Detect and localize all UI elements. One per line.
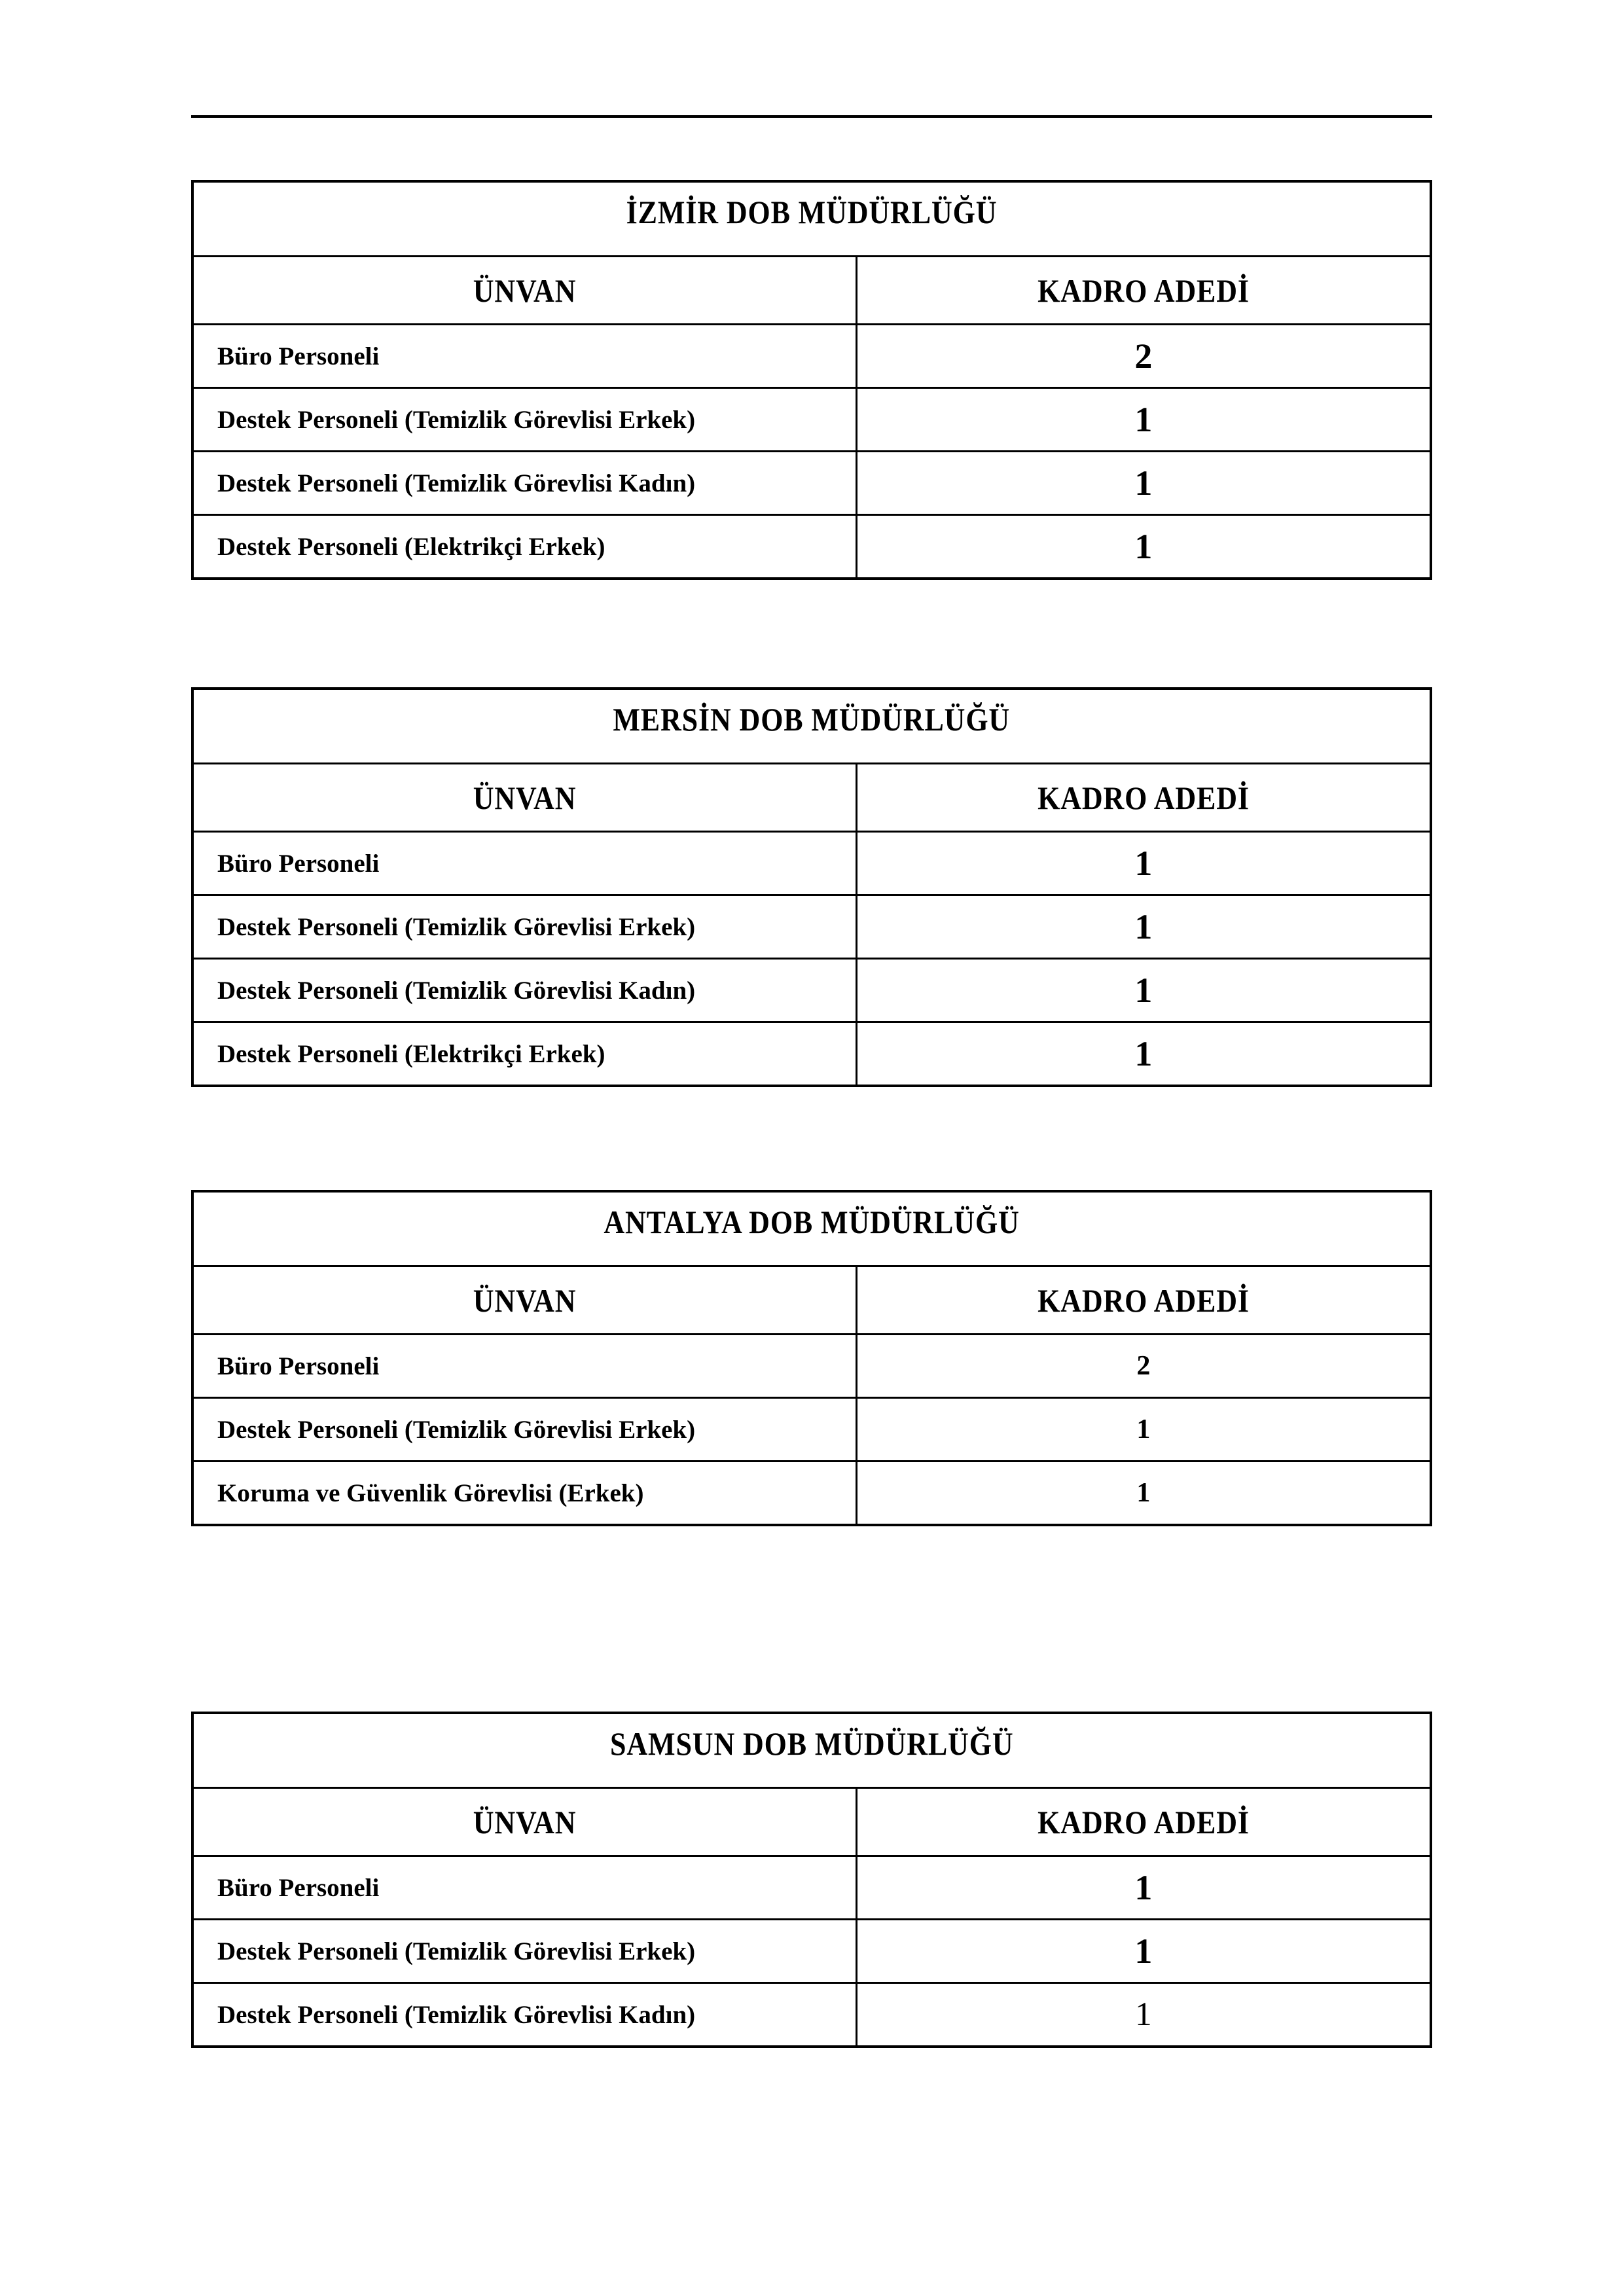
- table-title-row: [194, 1193, 1430, 1265]
- column-header-kadro-adedi: KADRO ADEDİ: [1038, 779, 1250, 816]
- position-label: Koruma ve Güvenlik Görevlisi (Erkek): [217, 1479, 644, 1507]
- headcount-value: 1: [1136, 1414, 1151, 1444]
- column-header-kadro-adedi: KADRO ADEDİ: [1038, 1803, 1250, 1840]
- table-header-row: [194, 1265, 1430, 1333]
- table-row: [194, 1397, 1430, 1460]
- headcount-value: 1: [1134, 971, 1153, 1010]
- table-row: [194, 1982, 1430, 2045]
- table-title-row: [194, 183, 1430, 255]
- table-header-row: [194, 1787, 1430, 1855]
- position-label: Destek Personeli (Temizlik Görevlisi Kadın): [217, 976, 696, 1005]
- table-row: [194, 450, 1430, 514]
- position-label: Destek Personeli (Elektrikçi Erkek): [217, 1039, 605, 1068]
- table-title: ANTALYA DOB MÜDÜRLÜĞÜ: [604, 1204, 1020, 1240]
- table-row: [194, 1021, 1430, 1085]
- position-label: Destek Personeli (Temizlik Görevlisi Erkek): [217, 912, 696, 941]
- headcount-value: 1: [1134, 1868, 1153, 1907]
- staffing-table-samsun: [191, 1712, 1432, 2048]
- table-row: [194, 831, 1430, 894]
- column-header-kadro-adedi: KADRO ADEDİ: [1038, 272, 1250, 309]
- position-label: Destek Personeli (Temizlik Görevlisi Erkek): [217, 1415, 696, 1444]
- position-label: Destek Personeli (Temizlik Görevlisi Kadın): [217, 2000, 696, 2029]
- position-label: Destek Personeli (Temizlik Görevlisi Kadın): [217, 469, 696, 497]
- headcount-value: 1: [1134, 400, 1153, 439]
- headcount-value: 2: [1134, 336, 1153, 376]
- column-header-unvan: ÜNVAN: [194, 1267, 857, 1333]
- headcount-value: 1: [1134, 1931, 1153, 1971]
- headcount-value: 1: [1136, 1478, 1151, 1508]
- table-row: [194, 958, 1430, 1021]
- table-row: [194, 387, 1430, 450]
- position-label: Büro Personeli: [217, 849, 380, 878]
- position-label: Büro Personeli: [217, 342, 380, 370]
- table-row: [194, 514, 1430, 577]
- table-title: MERSİN DOB MÜDÜRLÜĞÜ: [613, 701, 1011, 738]
- table-row: [194, 1855, 1430, 1918]
- headcount-value: 1: [1134, 527, 1153, 566]
- table-title: SAMSUN DOB MÜDÜRLÜĞÜ: [609, 1725, 1014, 1762]
- headcount-value: 1: [1134, 844, 1153, 883]
- table-title-row: [194, 690, 1430, 762]
- position-label: Destek Personeli (Temizlik Görevlisi Erkek): [217, 405, 696, 434]
- table-header-row: [194, 762, 1430, 831]
- headcount-value: 1: [1135, 1996, 1152, 2033]
- position-label: Destek Personeli (Temizlik Görevlisi Erkek): [217, 1937, 696, 1965]
- table-header-row: [194, 255, 1430, 323]
- headcount-value: 1: [1134, 907, 1153, 946]
- column-header-unvan: ÜNVAN: [194, 1789, 857, 1855]
- headcount-value: 2: [1136, 1351, 1151, 1381]
- position-label: Destek Personeli (Elektrikçi Erkek): [217, 532, 605, 561]
- header-rule: [191, 115, 1432, 118]
- staffing-table-antalya: [191, 1190, 1432, 1526]
- column-header-unvan: ÜNVAN: [194, 764, 857, 831]
- table-row: [194, 894, 1430, 958]
- staffing-table-izmir: [191, 180, 1432, 580]
- headcount-value: 1: [1134, 463, 1153, 503]
- column-header-kadro-adedi: KADRO ADEDİ: [1038, 1282, 1250, 1319]
- table-title: İZMİR DOB MÜDÜRLÜĞÜ: [626, 194, 998, 230]
- table-row: [194, 1460, 1430, 1524]
- table-row: [194, 323, 1430, 387]
- staffing-table-mersin: [191, 687, 1432, 1087]
- position-label: Büro Personeli: [217, 1352, 380, 1380]
- headcount-value: 1: [1134, 1034, 1153, 1073]
- column-header-unvan: ÜNVAN: [194, 257, 857, 323]
- table-row: [194, 1333, 1430, 1397]
- table-row: [194, 1918, 1430, 1982]
- position-label: Büro Personeli: [217, 1873, 380, 1902]
- table-title-row: [194, 1714, 1430, 1787]
